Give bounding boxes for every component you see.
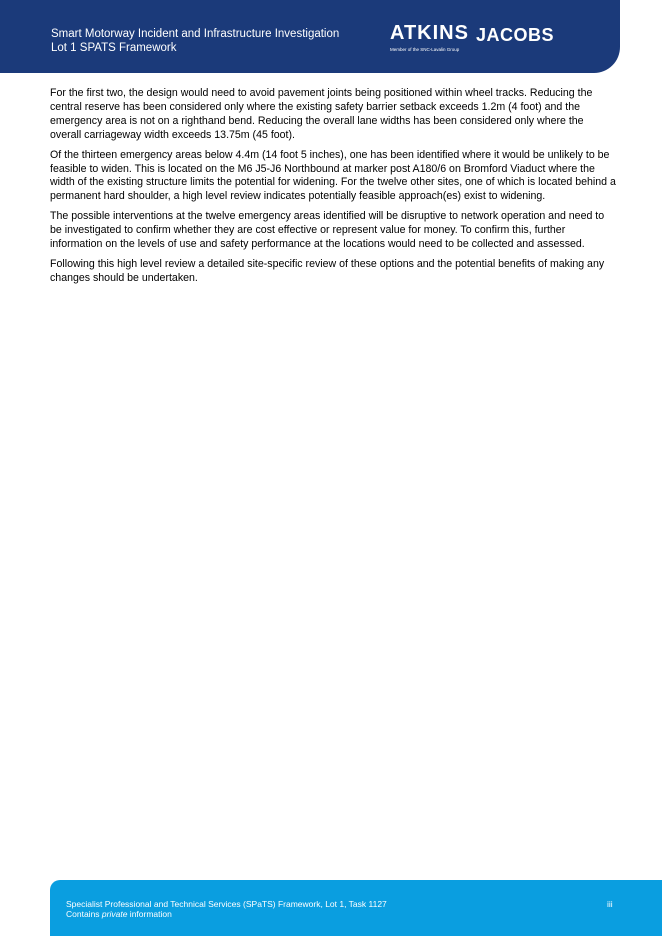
footer-framework-line: Specialist Professional and Technical Services (SPaTS) Framework, Lot 1, Task 1127 (66, 899, 387, 909)
page-number: iii (607, 899, 613, 909)
body-paragraph: For the first two, the design would need to avoid pavement joints being positioned within wheel tracks. Reducing the central reserve has been considered only where the existing safety barrier setback exceeds 1.2m (4 foot) and the emergency area is not on a righthand bend. Reducing the overall lane widths has been considered only where the overall carriageway width exceeds 13.75m (45 foot). (50, 87, 593, 141)
body-paragraph: Following this high level review a detailed site-specific review of these options and the potential benefits of making any changes should be undertaken. (50, 257, 605, 284)
footer-classification-level: private (101, 909, 128, 919)
document-title-line2: Lot 1 SPATS Framework (51, 42, 177, 54)
page-header (0, 0, 620, 73)
page-footer (50, 880, 662, 936)
footer-classification-suffix: information (127, 909, 172, 919)
body-paragraph: The possible interventions at the twelve emergency areas identified will be disruptive to network operation and need to be investigated to confirm whether they are cost effective or represent value for money. To confirm this, further information on the levels of use and safety performance at the locations would need to be collected and assessed. (50, 210, 605, 251)
footer-text (66, 899, 387, 919)
document-title (51, 27, 339, 55)
body-paragraph: Of the thirteen emergency areas below 4.4m (14 foot 5 inches), one has been identified where it would be unlikely to be feasible to widen. This is located on the M6 J5-J6 Northbound at marker post A180/6 on Bromford Viaduct where the width of the existing structure limits the potential for widening. For the twelve other sites, one of which is located behind a permanent hard shoulder, a high level review indicates potentially feasible approach(es) exist to widening. (50, 148, 616, 203)
atkins-logo: ATKINS (390, 22, 469, 44)
footer-classification-line (66, 909, 387, 919)
footer-classification-prefix: Contains (66, 909, 102, 919)
document-body (50, 87, 616, 292)
atkins-logo-tagline: Member of the SNC-Lavalin Group (390, 47, 460, 52)
jacobs-logo: JACOBS (476, 25, 555, 45)
document-title-line1: Smart Motorway Incident and Infrastructure Investigation (51, 28, 340, 40)
